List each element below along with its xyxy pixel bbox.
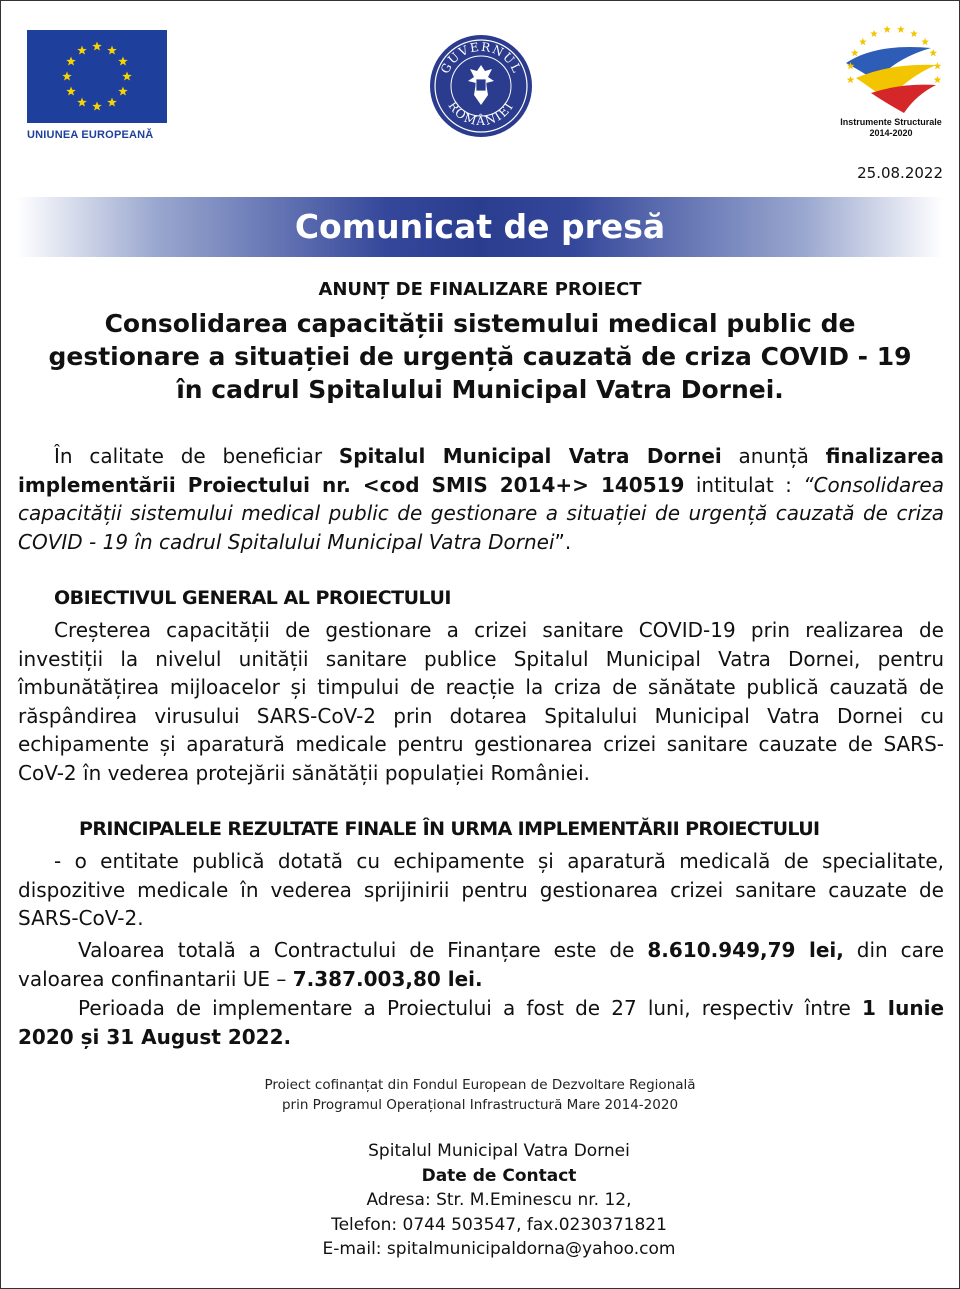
seal-text-top: GUVERNUL xyxy=(437,39,525,76)
is-star-icon xyxy=(883,26,891,33)
beneficiary-name: Spitalul Municipal Vatra Dornei xyxy=(338,444,722,468)
contact-org: Spitalul Municipal Vatra Dornei xyxy=(368,1141,630,1161)
contact-email[interactable]: E-mail: spitalmunicipaldorna@yahoo.com xyxy=(322,1239,676,1259)
is-star-icon xyxy=(934,76,942,83)
value-text-2: din care valoarea confinantarii UE – xyxy=(18,938,945,991)
intro-paragraph xyxy=(18,442,944,556)
value-paragraph xyxy=(18,936,944,993)
logo-strip xyxy=(1,23,959,173)
intro-text-4: ”. xyxy=(554,529,572,554)
results-paragraph: - o entitate publică dotată cu echipamente și aparatură medicală de specialitate, dispozitive medicale în vederea sprijinirii pentru gestionarea crizei sanitare cauzate de SARS-CoV-2. xyxy=(18,849,944,930)
objective-heading: OBIECTIVUL GENERAL AL PROIECTULUI xyxy=(54,587,451,609)
is-star-icon xyxy=(934,62,942,69)
value-eu: 7.387.003,80 lei. xyxy=(292,966,483,991)
seal-text-bottom: ROMÂNIEI xyxy=(445,98,517,129)
is-star-icon xyxy=(859,38,867,45)
results-heading: PRINCIPALELE REZULTATE FINALE ÎN URMA IMPLEMENTĂRII PROIECTULUI xyxy=(79,818,820,840)
is-star-icon xyxy=(921,38,929,45)
contact-address: Adresa: Str. M.Eminescu nr. 12, xyxy=(366,1190,632,1210)
objective-paragraph: Creșterea capacității de gestionare a crizei sanitare COVID-19 prin realizarea de investiții la nivelul unității sanitare publice Spitalul Municipal Vatra Dornei, pentru îmbunătățirea mijloacelor și timpului de reacție la criza de sănătate publică cauzată de răspândirea virusului SARS-CoV-2 prin dotarea Spitalului Municipal Vatra Dornei cu echipamente și aparatură medicale pentru gestionarea crizei sanitare cauzate de SARS-CoV-2 în vederea protejării sănătății populației României. xyxy=(18,618,944,785)
eu-caption: UNIUNEA EUROPEANĂ xyxy=(27,129,154,141)
intro-text-1: În calitate de beneficiar xyxy=(54,444,339,468)
eu-flag-icon xyxy=(27,30,167,123)
structural-instruments-logo-icon xyxy=(836,23,946,118)
period-dates: 1 Iunie 2020 și 31 August 2022. xyxy=(18,996,945,1049)
intro-text-3: intitulat : xyxy=(684,472,804,497)
cofinancing-line2: prin Programul Operațional Infrastructură Mare 2014-2020 xyxy=(281,1097,679,1113)
romanian-government-seal-icon xyxy=(428,33,534,139)
period-text: Perioada de implementare a Proiectului a fost de 27 luni, respectiv între xyxy=(78,996,862,1020)
contact-block xyxy=(1,1139,960,1262)
release-date: 25.08.2022 xyxy=(857,164,943,182)
is-caption-line1: Instrumente Structurale xyxy=(840,117,942,127)
value-total: 8.610.949,79 lei, xyxy=(647,938,844,962)
is-star-icon xyxy=(929,49,937,56)
is-star-icon xyxy=(897,26,905,33)
project-number: finalizarea implementării Proiectului nr. <cod SMIS 2014+> 140519 xyxy=(18,444,944,497)
is-star-icon xyxy=(851,49,859,56)
project-title-quote: “Consolidarea capacității sistemului medical public de gestionare a situației de urgență cauzată de criza COVID - 19 în cadrul Spitalului Municipal Vatra Dornei xyxy=(18,472,944,554)
banner-title: Comunicat de presă xyxy=(294,207,666,246)
is-star-icon xyxy=(910,30,918,37)
banner xyxy=(17,197,943,257)
period-paragraph xyxy=(18,994,944,1051)
project-title: Consolidarea capacității sistemului medical public de gestionare a situației de urgență cauzată de criza COVID - 19 în cadrul Spitalului Municipal Vatra Dornei. xyxy=(48,309,912,404)
is-caption-line2: 2014-2020 xyxy=(869,128,913,138)
intro-text-2: anunță xyxy=(721,444,826,468)
contact-heading: Date de Contact xyxy=(421,1165,577,1186)
is-star-icon xyxy=(870,30,878,37)
cofinancing-line1: Proiect cofinanțat din Fondul European de Dezvoltare Regională xyxy=(264,1077,696,1093)
cofinancing-note xyxy=(1,1075,959,1115)
contact-phone: Telefon: 0744 503547, fax.0230371821 xyxy=(331,1214,667,1235)
structural-instruments-caption xyxy=(801,117,960,139)
value-text-1: Valoarea totală a Contractului de Finanțare este de xyxy=(78,938,648,962)
is-star-icon xyxy=(847,76,855,83)
announce-heading: ANUNȚ DE FINALIZARE PROIECT xyxy=(318,279,642,300)
